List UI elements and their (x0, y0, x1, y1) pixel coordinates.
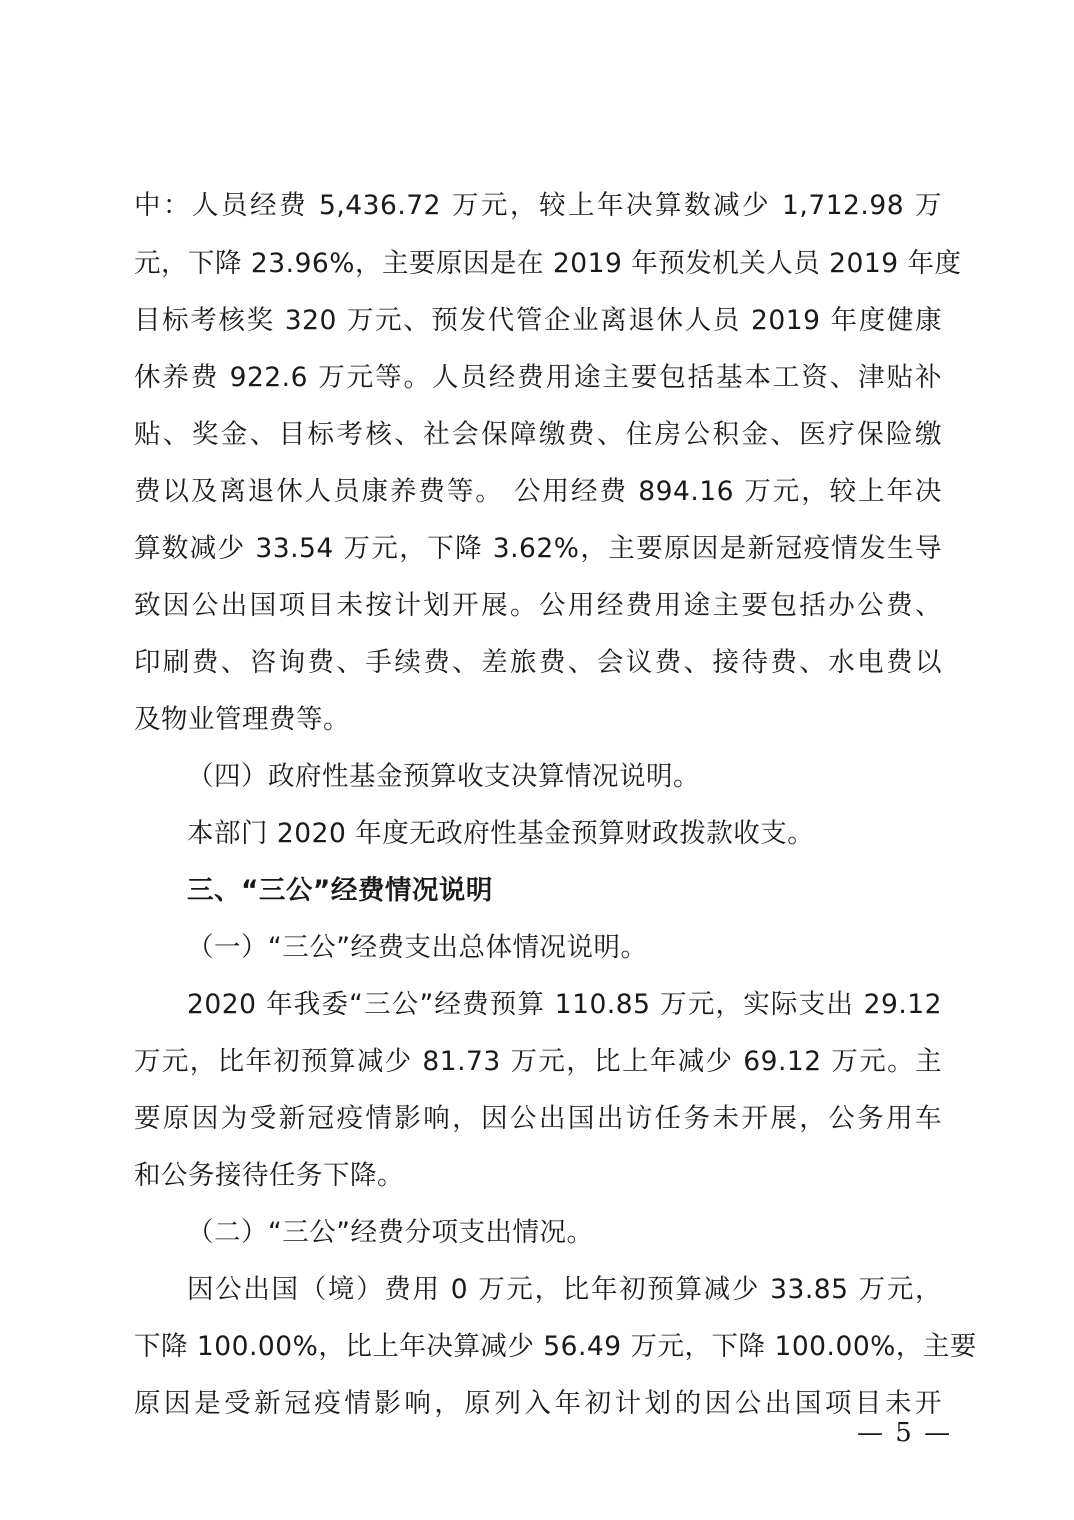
text-line: 和公务接待任务下降。 (134, 1160, 404, 1191)
section-heading: 三、“三公”经费情况说明 (187, 875, 493, 906)
text-line: 贴、奖金、目标考核、社会保障缴费、住房公积金、医疗保险缴 (134, 419, 942, 450)
text-line: 目标考核奖 320 万元、预发代管企业离退休人员 2019 年度健康 (134, 305, 942, 336)
text-line: （一）“三公”经费支出总体情况说明。 (187, 932, 648, 963)
text-line: 2020 年我委“三公”经费预算 110.85 万元，实际支出 29.12 (187, 989, 942, 1020)
text-line: 印刷费、咨询费、手续费、差旅费、会议费、接待费、水电费以 (134, 647, 942, 678)
text-line: 本部门 2020 年度无政府性基金预算财政拨款收支。 (187, 818, 815, 849)
text-line: 费以及离退休人员康养费等。 公用经费 894.16 万元，较上年决 (134, 476, 942, 507)
text-line: 原因是受新冠疫情影响，原列入年初计划的因公出国项目未开 (134, 1388, 942, 1419)
text-line: （四）政府性基金预算收支决算情况说明。 (187, 761, 700, 792)
text-line: 休养费 922.6 万元等。人员经费用途主要包括基本工资、津贴补 (134, 362, 942, 393)
text-line: 下降 100.00%，比上年决算减少 56.49 万元，下降 100.00%，主要 (134, 1331, 977, 1362)
text-line: 元，下降 23.96%，主要原因是在 2019 年预发机关人员 2019 年度 (134, 248, 962, 279)
text-line: 及物业管理费等。 (134, 704, 350, 735)
text-line: 万元，比年初预算减少 81.73 万元，比上年减少 69.12 万元。主 (134, 1046, 942, 1077)
text-line: 致因公出国项目未按计划开展。公用经费用途主要包括办公费、 (134, 590, 942, 621)
text-line: （二）“三公”经费分项支出情况。 (187, 1217, 594, 1248)
text-line: 中：人员经费 5,436.72 万元，较上年决算数减少 1,712.98 万 (134, 190, 942, 221)
text-line: 算数减少 33.54 万元，下降 3.62%，主要原因是新冠疫情发生导 (134, 533, 942, 564)
text-line: 要原因为受新冠疫情影响，因公出国出访任务未开展，公务用车 (134, 1103, 942, 1134)
page-number: — 5 — (857, 1418, 953, 1448)
text-line: 因公出国（境）费用 0 万元，比年初预算减少 33.85 万元， (187, 1274, 942, 1305)
